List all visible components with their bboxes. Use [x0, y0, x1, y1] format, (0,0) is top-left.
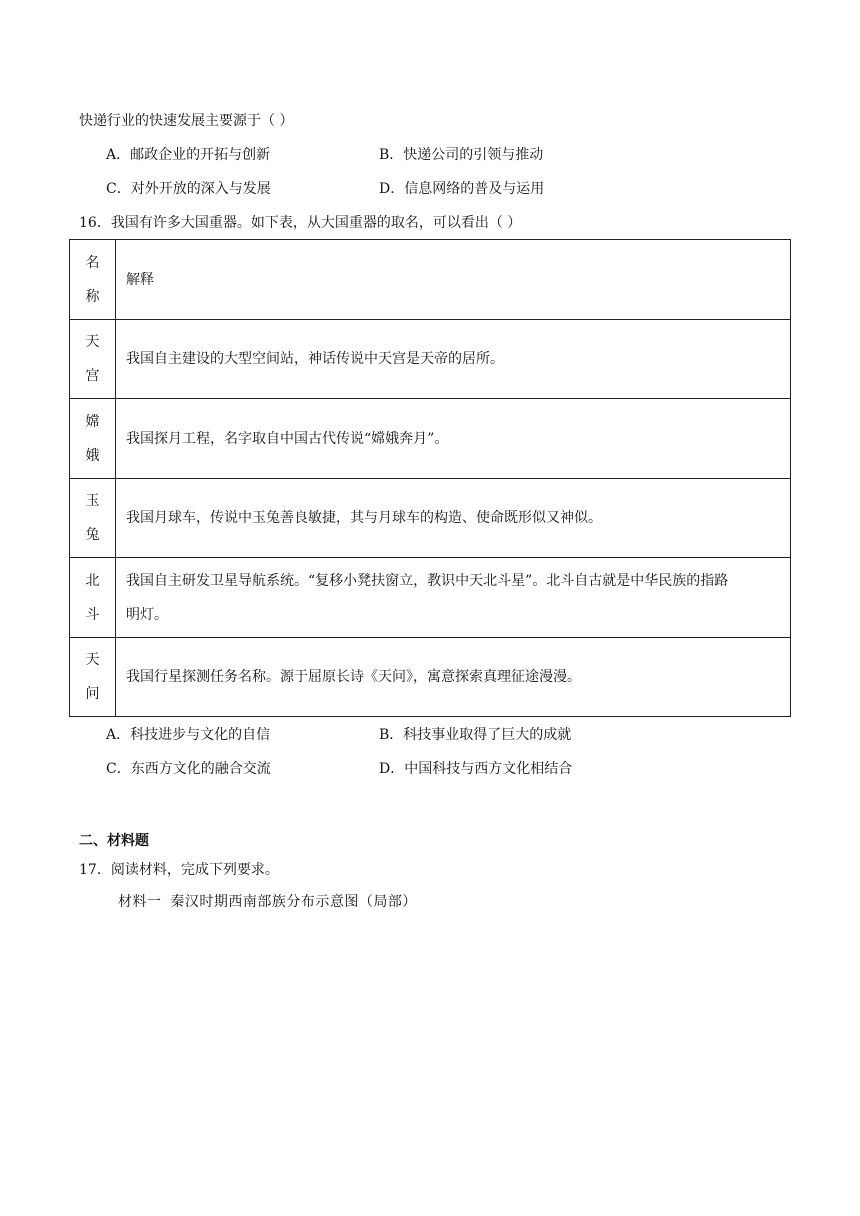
- q16-option-a: A．科技进步与文化的自信: [106, 727, 271, 743]
- table-cell-desc: 我国探月工程，名字取自中国古代传说“嫦娥奔月”。: [116, 399, 791, 479]
- table-cell-desc: 我国月球车，传说中玉兔善良敏捷，其与月球车的构造、使命既形似又神似。: [116, 479, 791, 558]
- table-cell-desc-line1: 我国自主研发卫星导航系统。“复移小凳扶窗立，教识中天北斗星”。北斗自古就是中华民族的指路: [126, 572, 729, 589]
- q15-stem: 快递行业的快速发展主要源于（ ）: [79, 113, 294, 129]
- q15-option-d: D．信息网络的普及与运用: [379, 181, 545, 197]
- table-cell-desc: 我国行星探测任务名称。源于屈原长诗《天问》，寓意探索真理征途漫漫。: [116, 638, 791, 717]
- q15-option-c: C．对外开放的深入与发展: [106, 181, 271, 197]
- table-header-desc: 解释: [116, 240, 791, 320]
- table-cell-name: 北 斗: [70, 558, 116, 638]
- q16-stem: 16．我国有许多大国重器。如下表，从大国重器的取名，可以看出（ ）: [79, 215, 522, 231]
- table-cell-name: 玉 兔: [70, 479, 116, 558]
- table-row: [70, 638, 791, 717]
- table-header-row: [70, 240, 791, 320]
- table-row: [70, 399, 791, 479]
- table-cell-name: 天 问: [70, 638, 116, 717]
- table-header-name: 名 称: [70, 240, 116, 320]
- table-row: [70, 558, 791, 638]
- table-row: [70, 320, 791, 399]
- table-cell-desc: [116, 558, 791, 638]
- q17-stem: 17．阅读材料，完成下列要求。: [79, 862, 279, 878]
- q16-option-d: D．中国科技与西方文化相结合: [379, 761, 573, 777]
- material1-title: 材料一 秦汉时期西南部族分布示意图（局部）: [118, 894, 417, 910]
- table-cell-name: 天 宫: [70, 320, 116, 399]
- table-row: [70, 479, 791, 558]
- table-cell-desc-line2: 明灯。: [126, 606, 168, 623]
- q15-option-b: B．快递公司的引领与推动: [379, 147, 544, 163]
- q16-option-b: B．科技事业取得了巨大的成就: [379, 727, 572, 743]
- section-title: 二、材料题: [79, 833, 149, 849]
- q16-table: [69, 239, 791, 717]
- table-cell-desc: 我国自主建设的大型空间站，神话传说中天宫是天帝的居所。: [116, 320, 791, 399]
- table-cell-name: 嫦 娥: [70, 399, 116, 479]
- q15-option-a: A．邮政企业的开拓与创新: [106, 147, 271, 163]
- q16-option-c: C．东西方文化的融合交流: [106, 761, 271, 777]
